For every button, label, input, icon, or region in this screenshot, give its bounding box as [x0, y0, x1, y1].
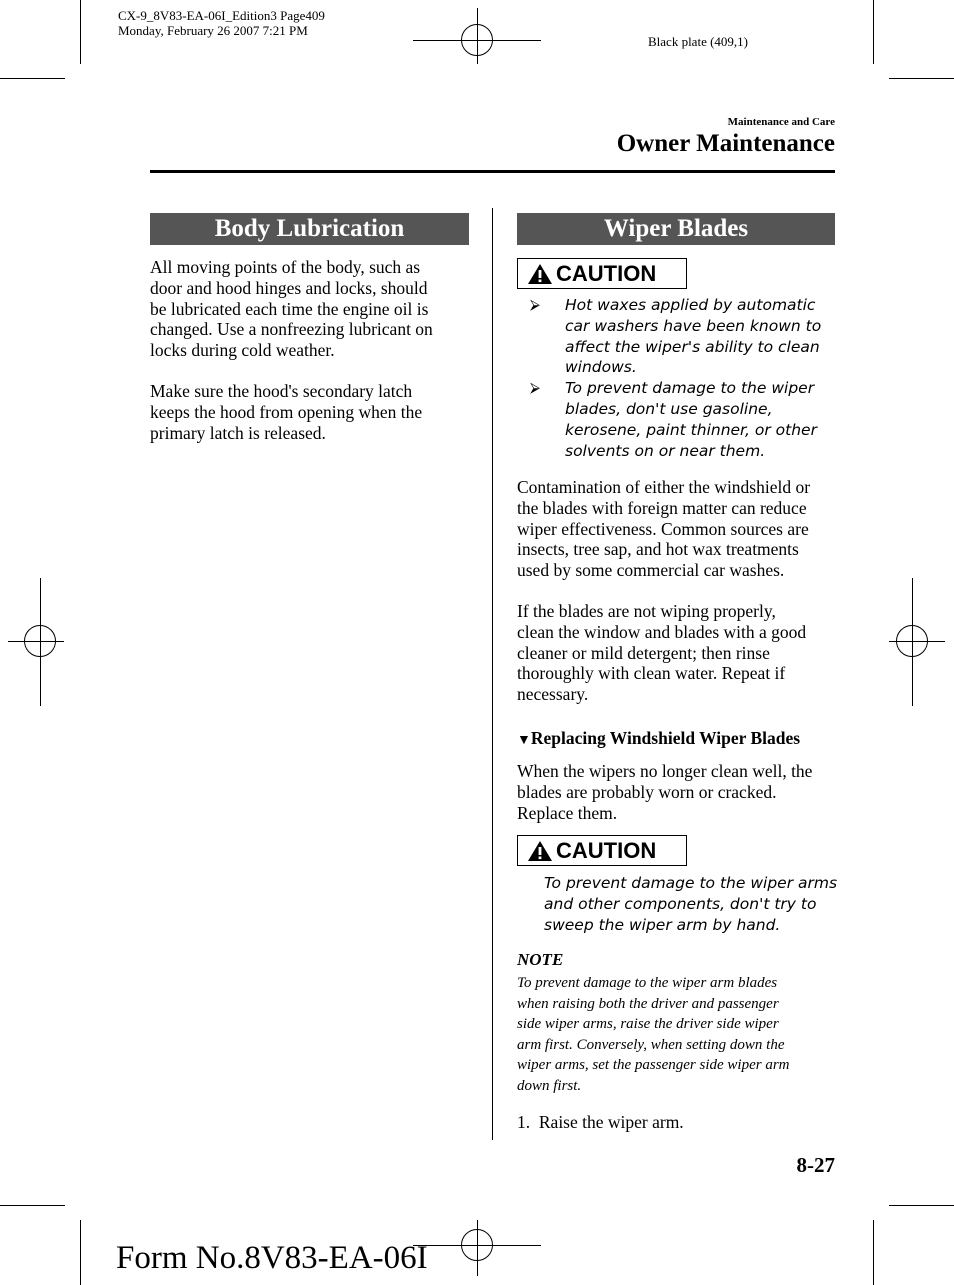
contamination-paragraph: [517, 477, 810, 581]
caution-label-box: [517, 258, 687, 289]
text-line: sweep the wiper arm by hand.: [544, 915, 781, 934]
text-line: thoroughly with clean water. Repeat if: [517, 663, 786, 684]
text-line: changed. Use a nonfreezing lubricant on: [150, 319, 433, 340]
wiper-blades-heading: Wiper Blades: [517, 213, 835, 245]
text-line: be lubricated each time the engine oil is: [150, 298, 429, 319]
text-line: clean the window and blades with a good: [517, 621, 807, 642]
section-title: Owner Maintenance: [616, 130, 835, 157]
text-line: To prevent damage to the wiper arm blades: [517, 975, 778, 991]
crop-mark: [80, 1220, 81, 1285]
note-text: [517, 973, 790, 1097]
text-line: when raising both the driver and passenger: [517, 995, 779, 1012]
caution-list-1: [530, 295, 822, 461]
caution-label-box: [517, 835, 687, 866]
text-line: When the wipers no longer clean well, the: [517, 761, 813, 781]
text-line: blades are probably worn or cracked.: [517, 781, 777, 802]
crop-mark: [873, 1220, 874, 1285]
text-line: wiper arms, set the passenger side wiper arm: [517, 1057, 790, 1074]
text-line: insects, tree sap, and hot wax treatments: [517, 539, 799, 560]
print-info-file: CX-9_8V83-EA-06I_Edition3 Page409: [118, 8, 325, 23]
text-line: To prevent damage to the wiper arms: [544, 874, 838, 892]
crop-mark: [0, 78, 65, 79]
text-line: kerosene, paint thinner, or other: [565, 420, 817, 439]
text-line: the blades with foreign matter can reduce: [517, 497, 807, 518]
text-line: wiper effectiveness. Common sources are: [517, 518, 809, 539]
text-line: arm first. Conversely, when setting down the: [517, 1036, 785, 1053]
text-line: blades, don't use gasoline,: [565, 399, 773, 418]
caution-item: [530, 378, 821, 461]
arrow-bullet-icon: ⮚: [530, 297, 540, 313]
subheading-text: Replacing Windshield Wiper Blades: [530, 728, 801, 748]
text-line: and other components, don't try to: [544, 894, 817, 913]
registration-circle: [461, 1229, 493, 1261]
text-line: car washers have been known to: [565, 316, 822, 335]
registration-circle: [24, 625, 56, 657]
caution-item: [530, 295, 822, 378]
text-line: door and hood hinges and locks, should: [150, 277, 428, 298]
column-divider: [492, 208, 493, 1140]
body-lubrication-heading: Body Lubrication: [150, 213, 469, 245]
registration-circle: [461, 24, 493, 56]
text-line: Replace them.: [517, 802, 618, 823]
crop-mark: [889, 78, 954, 79]
crop-mark: [873, 0, 874, 64]
caution-text-2: [544, 873, 837, 935]
note-title: NOTE: [517, 950, 564, 969]
text-line: All moving points of the body, such as: [150, 257, 421, 277]
page-number: 8-27: [796, 1153, 835, 1177]
crop-mark: [0, 1205, 65, 1206]
text-line: cleaner or mild detergent; then rinse: [517, 642, 770, 663]
text-line: side wiper arms, raise the driver side wiper: [517, 1016, 779, 1033]
replacing-wiper-subheading: [517, 728, 800, 749]
text-line: primary latch is released.: [150, 422, 326, 443]
crop-mark: [80, 0, 81, 64]
triangle-down-icon: ▼: [517, 733, 531, 748]
arrow-bullet-icon: ⮚: [530, 380, 540, 397]
crop-mark: [889, 1205, 954, 1206]
text-line: Contamination of either the windshield or: [517, 477, 811, 497]
text-line: necessary.: [517, 684, 589, 705]
warning-icon: [527, 263, 553, 285]
caution-label: CAUTION: [556, 260, 657, 286]
form-number: Form No.8V83-EA-06I: [116, 1240, 428, 1276]
registration-circle: [896, 625, 928, 657]
header-rule: [150, 170, 835, 173]
print-info-date: Monday, February 26 2007 7:21 PM: [118, 23, 308, 38]
text-line: Hot waxes applied by automatic: [565, 296, 816, 314]
text-line: windows.: [565, 358, 637, 377]
caution-label: CAUTION: [556, 837, 657, 863]
text-line: keeps the hood from opening when the: [150, 401, 423, 422]
text-line: down first.: [517, 1077, 582, 1094]
hood-latch-paragraph: [150, 381, 422, 443]
text-line: To prevent damage to the wiper: [565, 379, 815, 398]
text-line: solvents on or near them.: [565, 441, 766, 460]
text-line: Make sure the hood's secondary latch: [150, 381, 413, 401]
text-line: locks during cold weather.: [150, 340, 335, 361]
print-info: [118, 8, 325, 38]
cleaning-paragraph: [517, 601, 806, 705]
body-lubrication-paragraph: [150, 257, 433, 361]
chapter-label: Maintenance and Care: [727, 116, 835, 128]
text-line: If the blades are not wiping properly,: [517, 601, 776, 621]
worn-blades-paragraph: [517, 761, 812, 823]
text-line: affect the wiper's ability to clean: [565, 337, 820, 356]
text-line: used by some commercial car washes.: [517, 560, 785, 581]
warning-icon: [527, 840, 553, 862]
plate-info: Black plate (409,1): [648, 34, 748, 49]
step-1: 1. Raise the wiper arm.: [517, 1112, 684, 1132]
